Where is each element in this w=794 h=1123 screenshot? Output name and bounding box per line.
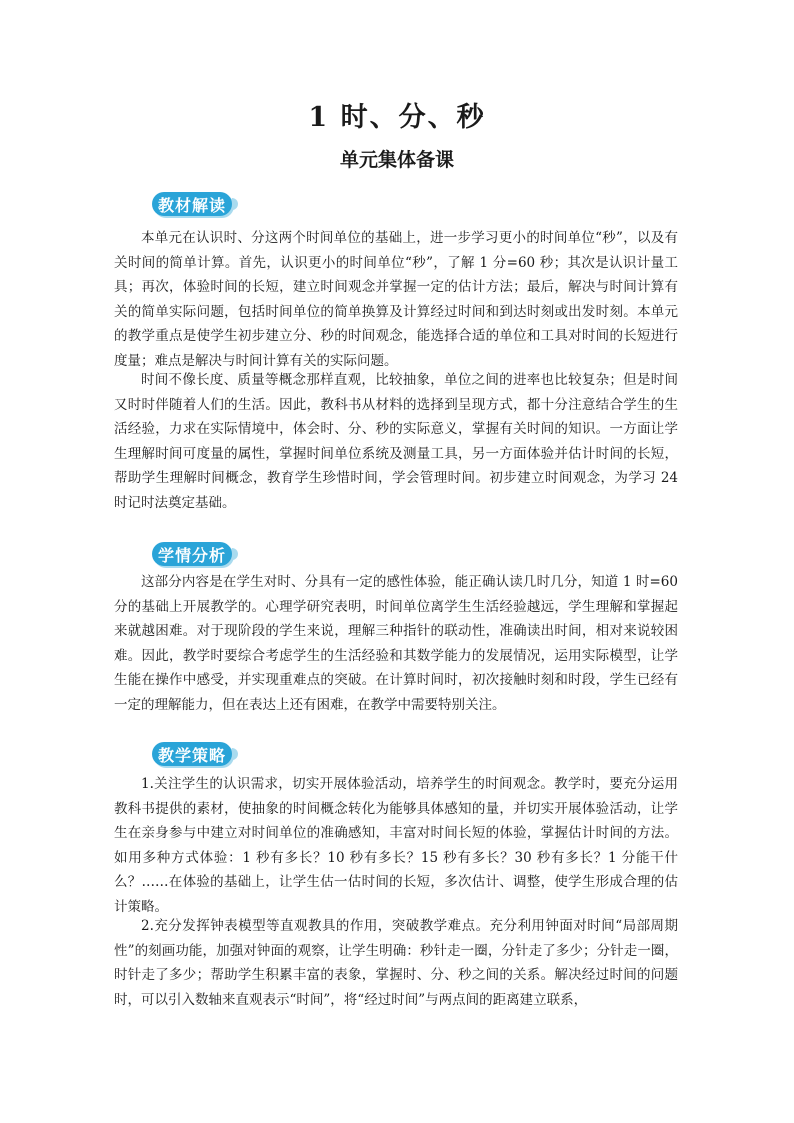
section-heading-badge: [152, 192, 232, 216]
page-title: 1 时、分、秒: [308, 102, 486, 133]
section-heading-text: 学情分析: [158, 545, 227, 565]
paragraph: 本单元在认识时、分这两个时间单位的基础上，进一步学习更小的时间单位“秒”，以及有关时间的简单计算。首先，认识更小的时间单位“秒”，了解 1 分=60 秒；其次是认识计量工具；再次，体验时间的长短，建立时间观念并掌握一定的估计方法；最后，解决与时间计算有关的简单实际问题，包括时间单位的简单换算及计算经过时间和到达时刻或出发时刻。本单元的教学重点是使学生初步建立分、秒的时间观念，能选择合适的单位和工具对时间的长短进行度量；难点是解决与时间计算有关的实际问题。: [114, 230, 678, 369]
section-heading-badge: [152, 542, 232, 566]
badge-tail-decoration: [232, 548, 238, 560]
section-heading-badge: [152, 742, 232, 766]
paragraph: 1.关注学生的认识需求，切实开展体验活动，培养学生的时间观念。教学时，要充分运用教科书提供的素材，使抽象的时间概念转化为能够具体感知的量，并切实开展体验活动，让学生在亲身参与中建立对时间单位的准确感知，丰富对时间长短的体验，掌握估计时间的方法。如用多种方式体验：1 秒有多长？10 秒有多长？15 秒有多长？30 秒有多长？1 分能干什么？……在体验的基础上，让学生估一估时间的长短，多次估计、调整，使学生形成合理的估计策略。: [114, 776, 678, 915]
paragraph: 2.充分发挥钟表模型等直观教具的作用，突破教学难点。充分利用钟面对时间“局部周期性”的刻画功能，加强对钟面的观察，让学生明确：秒针走一圈，分针走了多少；分针走一圈，时针走了多少；帮助学生积累丰富的表象，掌握时、分、秒之间的关系。解决经过时间的问题时，可以引入数轴来直观表示“时间”，将“经过时间”与两点间的距离建立联系，: [114, 918, 678, 1008]
badge-tail-decoration: [232, 198, 238, 210]
badge-tail-decoration: [232, 748, 238, 760]
section-heading-student-analysis: [148, 541, 238, 567]
section-heading-textbook-reading: [148, 191, 238, 217]
paragraph: 这部分内容是在学生对时、分具有一定的感性体验，能正确认读几时几分，知道 1 时=60 分的基础上开展教学的。心理学研究表明，时间单位离学生生活经验越远，学生理解和掌握起来就越困难。对于现阶段的学生来说，理解三种指针的联动性，准确读出时间，相对来说较困难。因此，教学时要综合考虑学生的生活经验和其数学能力的发展情况，运用实际模型，让学生能在操作中感受，并实现重难点的突破。在计算时间时，初次接触时刻和时段，学生已经有一定的理解能力，但在表达上还有困难，在教学中需要特别关注。: [114, 574, 678, 713]
section-heading-teaching-strategy: [148, 741, 238, 767]
section-heading-text: 教材解读: [158, 195, 227, 215]
paragraph: 时间不像长度、质量等概念那样直观，比较抽象，单位之间的进率也比较复杂；但是时间又时时伴随着人们的生活。因此，教科书从材料的选择到呈现方式，都十分注意结合学生的生活经验，力求在实际情境中，体会时、分、秒的实际意义，掌握有关时间的知识。一方面让学生理解时间可度量的属性，掌握时间单位系统及测量工具，另一方面体验并估计时间的长短，帮助学生理解时间概念，教育学生珍惜时间，学会管理时间。初步建立时间观念，为学习 24 时记时法奠定基础。: [114, 372, 678, 511]
section-heading-text: 教学策略: [158, 745, 227, 765]
page-subtitle: 单元集体备课: [339, 149, 454, 171]
